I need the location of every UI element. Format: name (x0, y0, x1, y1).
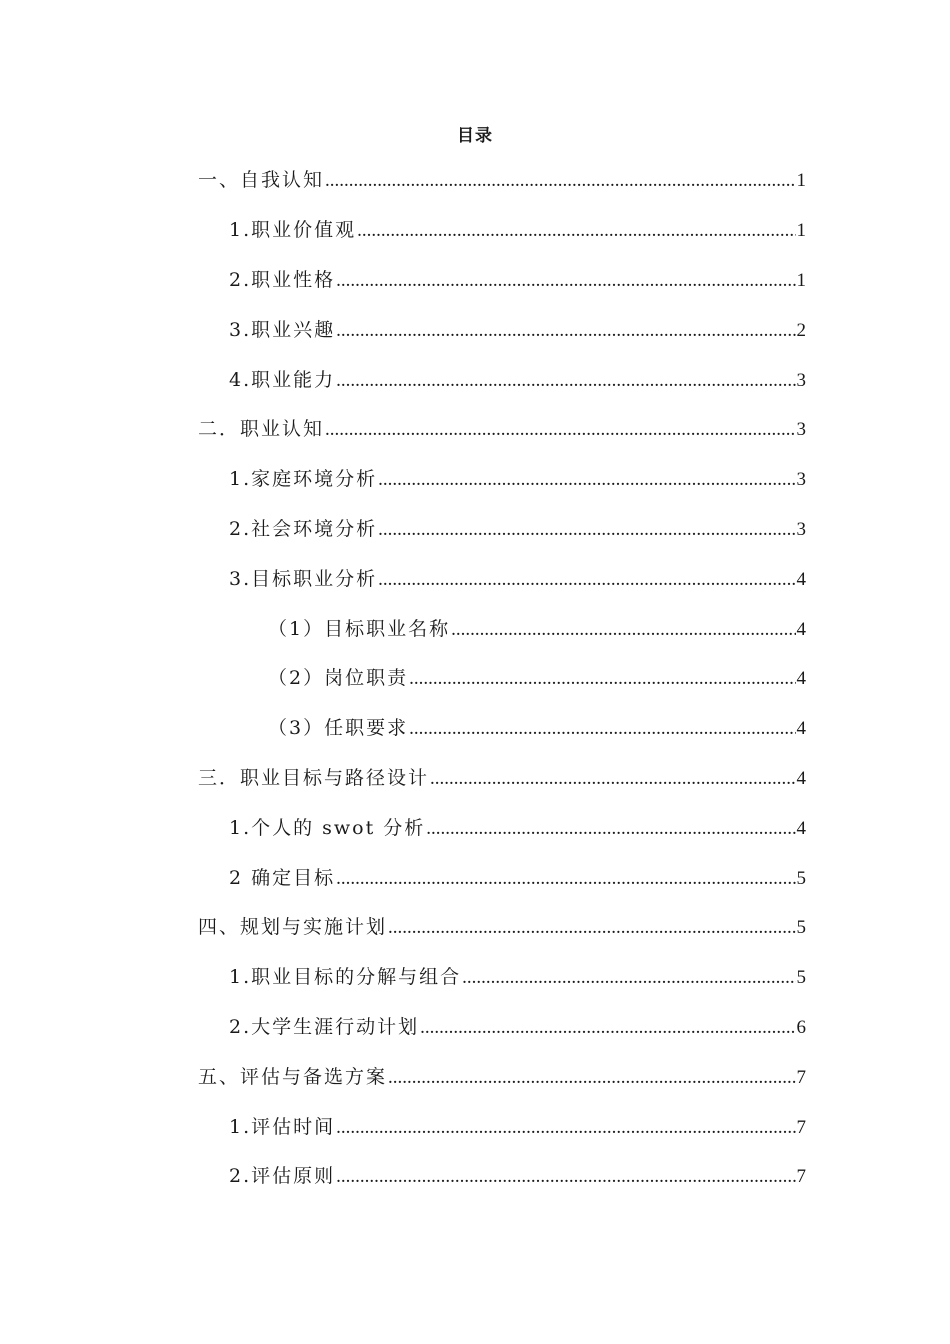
toc-entry-label: 五、评估与备选方案 (198, 1065, 388, 1088)
toc-entry-page-number: 7 (796, 1166, 806, 1188)
toc-entry-label: 2 确定目标 (229, 866, 336, 889)
toc-entry-label: 1.家庭环境分析 (229, 468, 378, 491)
toc-entry[interactable] (0, 1100, 950, 1150)
toc-entry-label: 1.个人的 swot 分析 (229, 816, 426, 839)
toc-dot-leader (426, 818, 795, 840)
toc-entry-row (198, 912, 806, 939)
toc-entry-page-number: 1 (796, 269, 806, 291)
toc-entry-page-number: 3 (796, 419, 806, 441)
toc-entry-label: 1.评估时间 (229, 1115, 336, 1138)
toc-entry-label: 2.评估原则 (229, 1165, 336, 1188)
toc-entry-page-number: 1 (796, 220, 806, 242)
toc-entry-label: 3.职业兴趣 (229, 318, 336, 341)
toc-entry-label: 2.职业性格 (229, 268, 336, 291)
toc-entry[interactable] (0, 602, 950, 652)
toc-entry-label: （2）岗位职责 (268, 667, 409, 690)
toc-entry-label: 1.职业价值观 (229, 219, 357, 242)
toc-entry-page-number: 4 (796, 618, 806, 640)
toc-entry-row (229, 1161, 806, 1188)
toc-entry-label: 2.大学生涯行动计划 (229, 1015, 420, 1038)
toc-dot-leader (462, 967, 795, 989)
toc-dot-leader (325, 170, 795, 192)
toc-entry[interactable] (0, 552, 950, 602)
toc-entry[interactable] (0, 353, 950, 403)
toc-dot-leader (336, 370, 795, 392)
toc-entry-row (229, 265, 806, 292)
toc-entry-label: （3）任职要求 (268, 717, 409, 740)
toc-entry[interactable] (0, 403, 950, 453)
toc-entry-row (268, 663, 806, 690)
toc-entry[interactable] (0, 702, 950, 752)
toc-entry[interactable] (0, 1050, 950, 1100)
toc-dot-leader (336, 1166, 795, 1188)
toc-entry-page-number: 4 (796, 767, 806, 789)
toc-entry-row (198, 763, 806, 790)
toc-entry[interactable] (0, 453, 950, 503)
toc-entry-page-number: 6 (796, 1016, 806, 1038)
toc-dot-leader (357, 220, 795, 242)
toc-entry-page-number: 4 (796, 718, 806, 740)
toc-entry-row (198, 414, 806, 441)
toc-dot-leader (409, 718, 795, 740)
toc-entry-row (229, 464, 806, 491)
toc-entry-page-number: 4 (796, 668, 806, 690)
toc-entry-row (229, 215, 806, 242)
toc-entry-page-number: 1 (796, 170, 806, 192)
toc-dot-leader (420, 1017, 795, 1039)
toc-entry-row (229, 365, 806, 392)
toc-dot-leader (430, 768, 795, 790)
toc-entry-page-number: 5 (796, 917, 806, 939)
toc-entry-page-number: 3 (796, 518, 806, 540)
toc-entry-row (229, 813, 806, 840)
toc-entry[interactable] (0, 204, 950, 254)
toc-dot-leader (336, 320, 795, 342)
toc-dot-leader (336, 1117, 795, 1139)
toc-dot-leader (451, 619, 795, 641)
toc-entry[interactable] (0, 801, 950, 851)
toc-entry[interactable] (0, 503, 950, 553)
toc-entry-page-number: 5 (796, 867, 806, 889)
toc-entry-page-number: 5 (796, 967, 806, 989)
toc-entry-page-number: 3 (796, 369, 806, 391)
toc-entry[interactable] (0, 1001, 950, 1051)
toc-entry-label: 2.社会环境分析 (229, 517, 378, 540)
toc-entry-row (268, 713, 806, 740)
toc-entry[interactable] (0, 901, 950, 951)
toc-title: 目录 (457, 126, 493, 146)
toc-entry-page-number: 2 (796, 319, 806, 341)
toc-entry-page-number: 7 (796, 1066, 806, 1088)
toc-entry-label: 3.目标职业分析 (229, 567, 378, 590)
toc-entry-page-number: 4 (796, 817, 806, 839)
toc-entry-row (198, 165, 806, 192)
toc-entry-row (229, 962, 806, 989)
toc-entry-label: 1.职业目标的分解与组合 (229, 966, 462, 989)
toc-entry-row (229, 863, 806, 890)
toc-entry-page-number: 7 (796, 1116, 806, 1138)
toc-entry[interactable] (0, 951, 950, 1001)
toc-dot-leader (378, 519, 795, 541)
toc-dot-leader (336, 868, 795, 890)
toc-entry[interactable] (0, 752, 950, 802)
toc-list (0, 154, 950, 1200)
toc-dot-leader (378, 569, 795, 591)
toc-entry[interactable] (0, 652, 950, 702)
toc-entry-row (229, 1012, 806, 1039)
toc-entry-row (229, 514, 806, 541)
toc-entry-page-number: 3 (796, 469, 806, 491)
toc-entry-row (198, 1062, 806, 1089)
toc-entry-label: （1）目标职业名称 (268, 617, 451, 640)
toc-dot-leader (325, 419, 795, 441)
toc-dot-leader (336, 270, 795, 292)
toc-entry-page-number: 4 (796, 568, 806, 590)
toc-dot-leader (409, 668, 795, 690)
toc-dot-leader (388, 917, 795, 939)
toc-entry-label: 四、规划与实施计划 (198, 916, 388, 939)
toc-entry-label: 一、自我认知 (198, 169, 325, 192)
toc-dot-leader (378, 469, 795, 491)
toc-entry-label: 4.职业能力 (229, 368, 336, 391)
toc-entry[interactable] (0, 254, 950, 304)
toc-entry-row (229, 315, 806, 342)
toc-entry-row (268, 614, 806, 641)
toc-entry-label: 三．职业目标与路径设计 (198, 766, 430, 789)
toc-dot-leader (388, 1067, 795, 1089)
toc-entry[interactable] (0, 1150, 950, 1200)
toc-entry[interactable] (0, 303, 950, 353)
toc-entry-label: 二．职业认知 (198, 418, 325, 441)
toc-entry[interactable] (0, 154, 950, 204)
toc-entry-row (229, 1112, 806, 1139)
toc-entry[interactable] (0, 851, 950, 901)
toc-entry-row (229, 564, 806, 591)
